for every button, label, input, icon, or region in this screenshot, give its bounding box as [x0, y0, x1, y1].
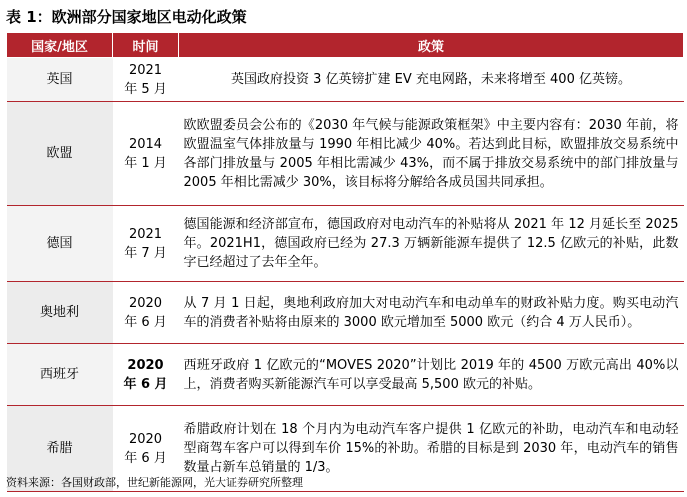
time-cell: [113, 344, 179, 406]
table-row: [7, 344, 684, 406]
header-region: 国家/地区: [7, 33, 113, 58]
source-note: 资料来源：各国财政部，世纪新能源网，光大证券研究所整理: [6, 476, 303, 489]
table-title: 表 1：欧洲部分国家地区电动化政策: [6, 8, 247, 26]
time-year: 2021: [128, 62, 163, 78]
region-cell: 西班牙: [7, 344, 113, 406]
region-cell: 德国: [7, 206, 113, 282]
time-month: 年 1 月: [124, 155, 167, 171]
header-policy: 政策: [179, 33, 684, 58]
time-year: 2021: [128, 226, 163, 242]
policy-cell: 从 7 月 1 日起，奥地利政府加大对电动汽车和电动单车的财政补贴力度。购买电动汽车的消费者补贴将由原来的 3000 欧元增加至 5000 欧元（约合 4 万人民币）。: [179, 282, 684, 344]
region-cell: 欧盟: [7, 102, 113, 206]
region-cell: 奥地利: [7, 282, 113, 344]
time-month: 年 7 月: [124, 245, 167, 261]
policy-table: [6, 32, 684, 492]
table-row: [7, 58, 684, 102]
time-cell: [113, 102, 179, 206]
region-cell: 英国: [7, 58, 113, 102]
time-cell: [113, 58, 179, 102]
time-year: 2020: [128, 431, 163, 447]
time-year: 2020: [127, 357, 164, 373]
time-cell: [113, 206, 179, 282]
time-month: 年 6 月: [124, 314, 167, 330]
policy-cell: 英国政府投资 3 亿英镑扩建 EV 充电网路，未来将增至 400 亿英镑。: [179, 58, 684, 102]
policy-cell: 欧欧盟委员会公布的《2030 年气候与能源政策框架》中主要内容有：2030 年前，将欧盟温室气体排放量与 1990 年相比减少 40%。若达到此目标，欧盟排放交易系统中各部门排放量与 2005 年相比需减少 43%，而不属于排放交易系统中的部门排放量与 2005 年相比需减少 30%，该目标将分解给各成员国共同承担。: [179, 102, 684, 206]
header-time: 时间: [113, 33, 179, 58]
table-row: [7, 206, 684, 282]
time-cell: [113, 282, 179, 344]
policy-cell: 希腊政府计划在 18 个月内为电动汽车客户提供 1 亿欧元的补助，电动汽车和电动轻型商驾车客户可以得到车价 15%的补助。希腊的目标是到 2030 年，电动汽车的销售数量占新车总销量的 1/3。: [179, 406, 684, 492]
table-header-row: [7, 33, 684, 58]
policy-cell: 德国能源和经济部宣布，德国政府对电动汽车的补贴将从 2021 年 12 月延长至 2025 年。2021H1，德国政府已经为 27.3 万辆新能源车提供了 12.5 亿欧元的补贴，此数字已经超过了去年全年。: [179, 206, 684, 282]
time-month: 年 6 月: [123, 376, 168, 392]
table-row: [7, 282, 684, 344]
time-year: 2014: [128, 136, 163, 152]
region-cell: 希腊: [7, 406, 113, 492]
policy-cell: 西班牙政府 1 亿欧元的“MOVES 2020”计划比 2019 年的 4500 万欧元高出 40%以上，消费者购买新能源汽车可以享受最高 5,500 欧元的补贴。: [179, 344, 684, 406]
table-row: [7, 102, 684, 206]
time-year: 2020: [128, 295, 163, 311]
time-month: 年 6 月: [124, 450, 167, 466]
time-month: 年 5 月: [124, 81, 167, 97]
